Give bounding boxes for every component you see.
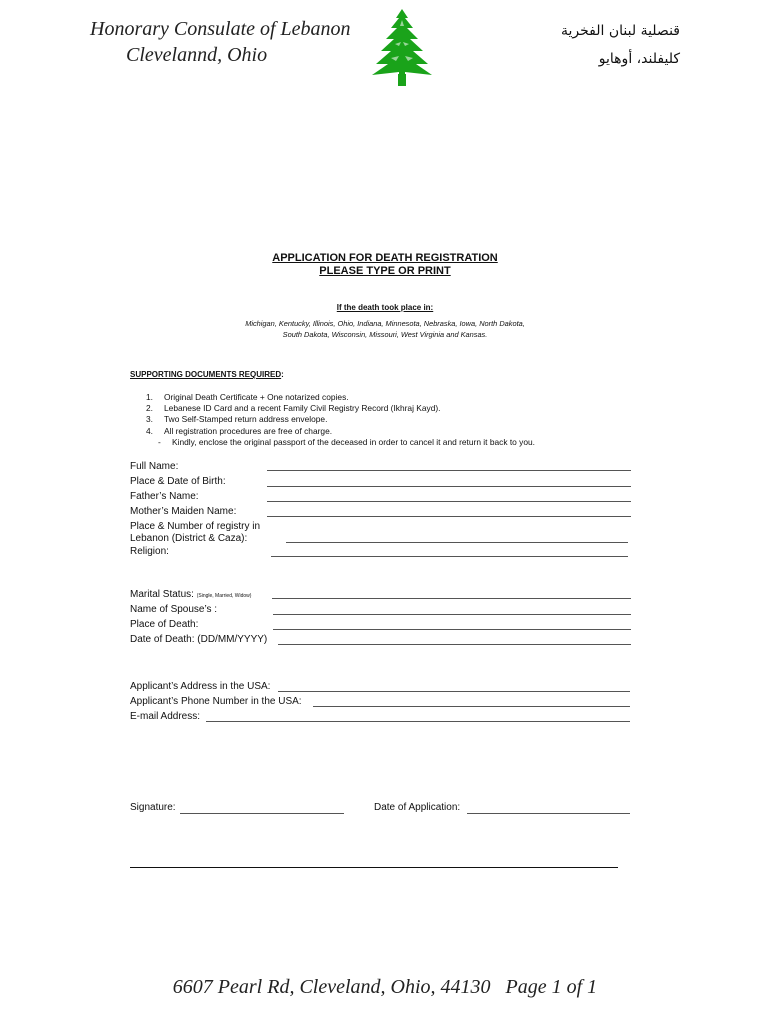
list-item-text: Lebanese ID Card and a recent Family Civil Registry Record (Ikhraj Kayd). <box>164 403 441 414</box>
footer-page-number: Page 1 of 1 <box>505 976 598 998</box>
consulate-title: Honorary Consulate of Lebanon <box>90 18 351 40</box>
mother-maiden-name-label: Mother’s Maiden Name: <box>130 506 237 517</box>
date-of-application-label: Date of Application: <box>374 802 461 813</box>
applicant-phone-label: Applicant’s Phone Number in the USA: <box>130 696 302 707</box>
list-item <box>146 414 535 425</box>
full-name-label: Full Name: <box>130 461 179 472</box>
list-item <box>146 392 535 403</box>
marital-options: (Single, Married, Widow) <box>196 593 252 599</box>
states-line-1: Michigan, Kentucky, Illinois, Ohio, Indiana, Minnesota, Nebraska, Iowa, North Dakota, <box>245 319 525 328</box>
registry-label-line-2: Lebanon (District & Caza): <box>130 533 248 544</box>
signature-field[interactable] <box>180 813 344 814</box>
place-of-death-field[interactable] <box>273 629 631 630</box>
spouse-name-label: Name of Spouse’s : <box>130 604 218 615</box>
place-date-birth-field[interactable] <box>267 486 631 487</box>
footer <box>0 976 770 999</box>
place-of-death-label: Place of Death: <box>130 619 199 630</box>
full-name-field[interactable] <box>267 470 631 471</box>
states-list <box>0 318 770 340</box>
consulate-title-arabic: قنصلية لبنان الفخرية <box>561 23 680 39</box>
registry-field[interactable] <box>286 542 628 543</box>
marital-status-label <box>130 589 251 600</box>
date-of-death-label: Date of Death: (DD/MM/YYYY) <box>130 634 268 645</box>
spouse-name-field[interactable] <box>273 614 631 615</box>
applicant-address-label: Applicant’s Address in the USA: <box>130 681 271 692</box>
list-item <box>146 426 535 437</box>
bullet-mark: - <box>158 436 161 447</box>
date-of-application-field[interactable] <box>467 813 630 814</box>
heading-colon: : <box>281 370 284 379</box>
email-field[interactable] <box>206 721 630 722</box>
supporting-documents-heading <box>130 370 284 379</box>
religion-field[interactable] <box>271 556 628 557</box>
father-name-label: Father’s Name: <box>130 491 199 502</box>
form-title <box>0 252 770 278</box>
date-of-death-field[interactable] <box>278 644 631 645</box>
list-item-number: 3. <box>146 414 153 425</box>
states-line-2: South Dakota, Wisconsin, Missouri, West Virginia and Kansas. <box>282 330 488 339</box>
mother-maiden-name-field[interactable] <box>267 516 631 517</box>
email-label: E-mail Address: <box>130 711 201 722</box>
signature-label: Signature: <box>130 802 176 813</box>
registry-label <box>130 521 260 545</box>
footer-address: 6607 Pearl Rd, Cleveland, Ohio, 44130 <box>172 976 491 998</box>
place-date-birth-label: Place & Date of Birth: <box>130 476 226 487</box>
consulate-city: Clevelannd, Ohio <box>126 44 268 66</box>
documents-list <box>146 392 535 448</box>
consulate-name-arabic <box>561 17 680 73</box>
applicant-phone-field[interactable] <box>313 706 630 707</box>
consulate-name-english <box>90 16 351 68</box>
list-item-number: 4. <box>146 425 153 436</box>
list-item-note-text: Kindly, enclose the original passport of the deceased in order to cancel it and return it back to you. <box>172 436 535 447</box>
list-item-text: Two Self-Stamped return address envelope. <box>164 414 328 425</box>
list-item-number: 1. <box>146 392 153 402</box>
marital-status-field[interactable] <box>272 598 631 599</box>
applicant-address-field[interactable] <box>278 691 630 692</box>
registry-label-line-1: Place & Number of registry in <box>130 521 261 532</box>
list-item <box>146 403 535 414</box>
lebanese-cedar-icon <box>361 6 443 88</box>
list-item-number: 2. <box>146 403 153 414</box>
religion-label: Religion: <box>130 546 169 557</box>
divider <box>130 867 618 868</box>
location-heading: If the death took place in: <box>336 303 434 312</box>
list-item-text: All registration procedures are free of charge. <box>164 425 333 436</box>
supporting-documents-heading-text: SUPPORTING DOCUMENTS REQUIRED <box>130 370 282 379</box>
form-title-main: APPLICATION FOR DEATH REGISTRATION <box>272 252 498 264</box>
form-title-instruction: PLEASE TYPE OR PRINT <box>319 265 451 277</box>
father-name-field[interactable] <box>267 501 631 502</box>
consulate-city-arabic: كليفلند، أوهايو <box>598 51 680 67</box>
list-item-note <box>146 437 535 448</box>
list-item-text: Original Death Certificate + One notarized copies. <box>164 392 349 402</box>
marital-status-text: Marital Status: <box>130 589 194 600</box>
